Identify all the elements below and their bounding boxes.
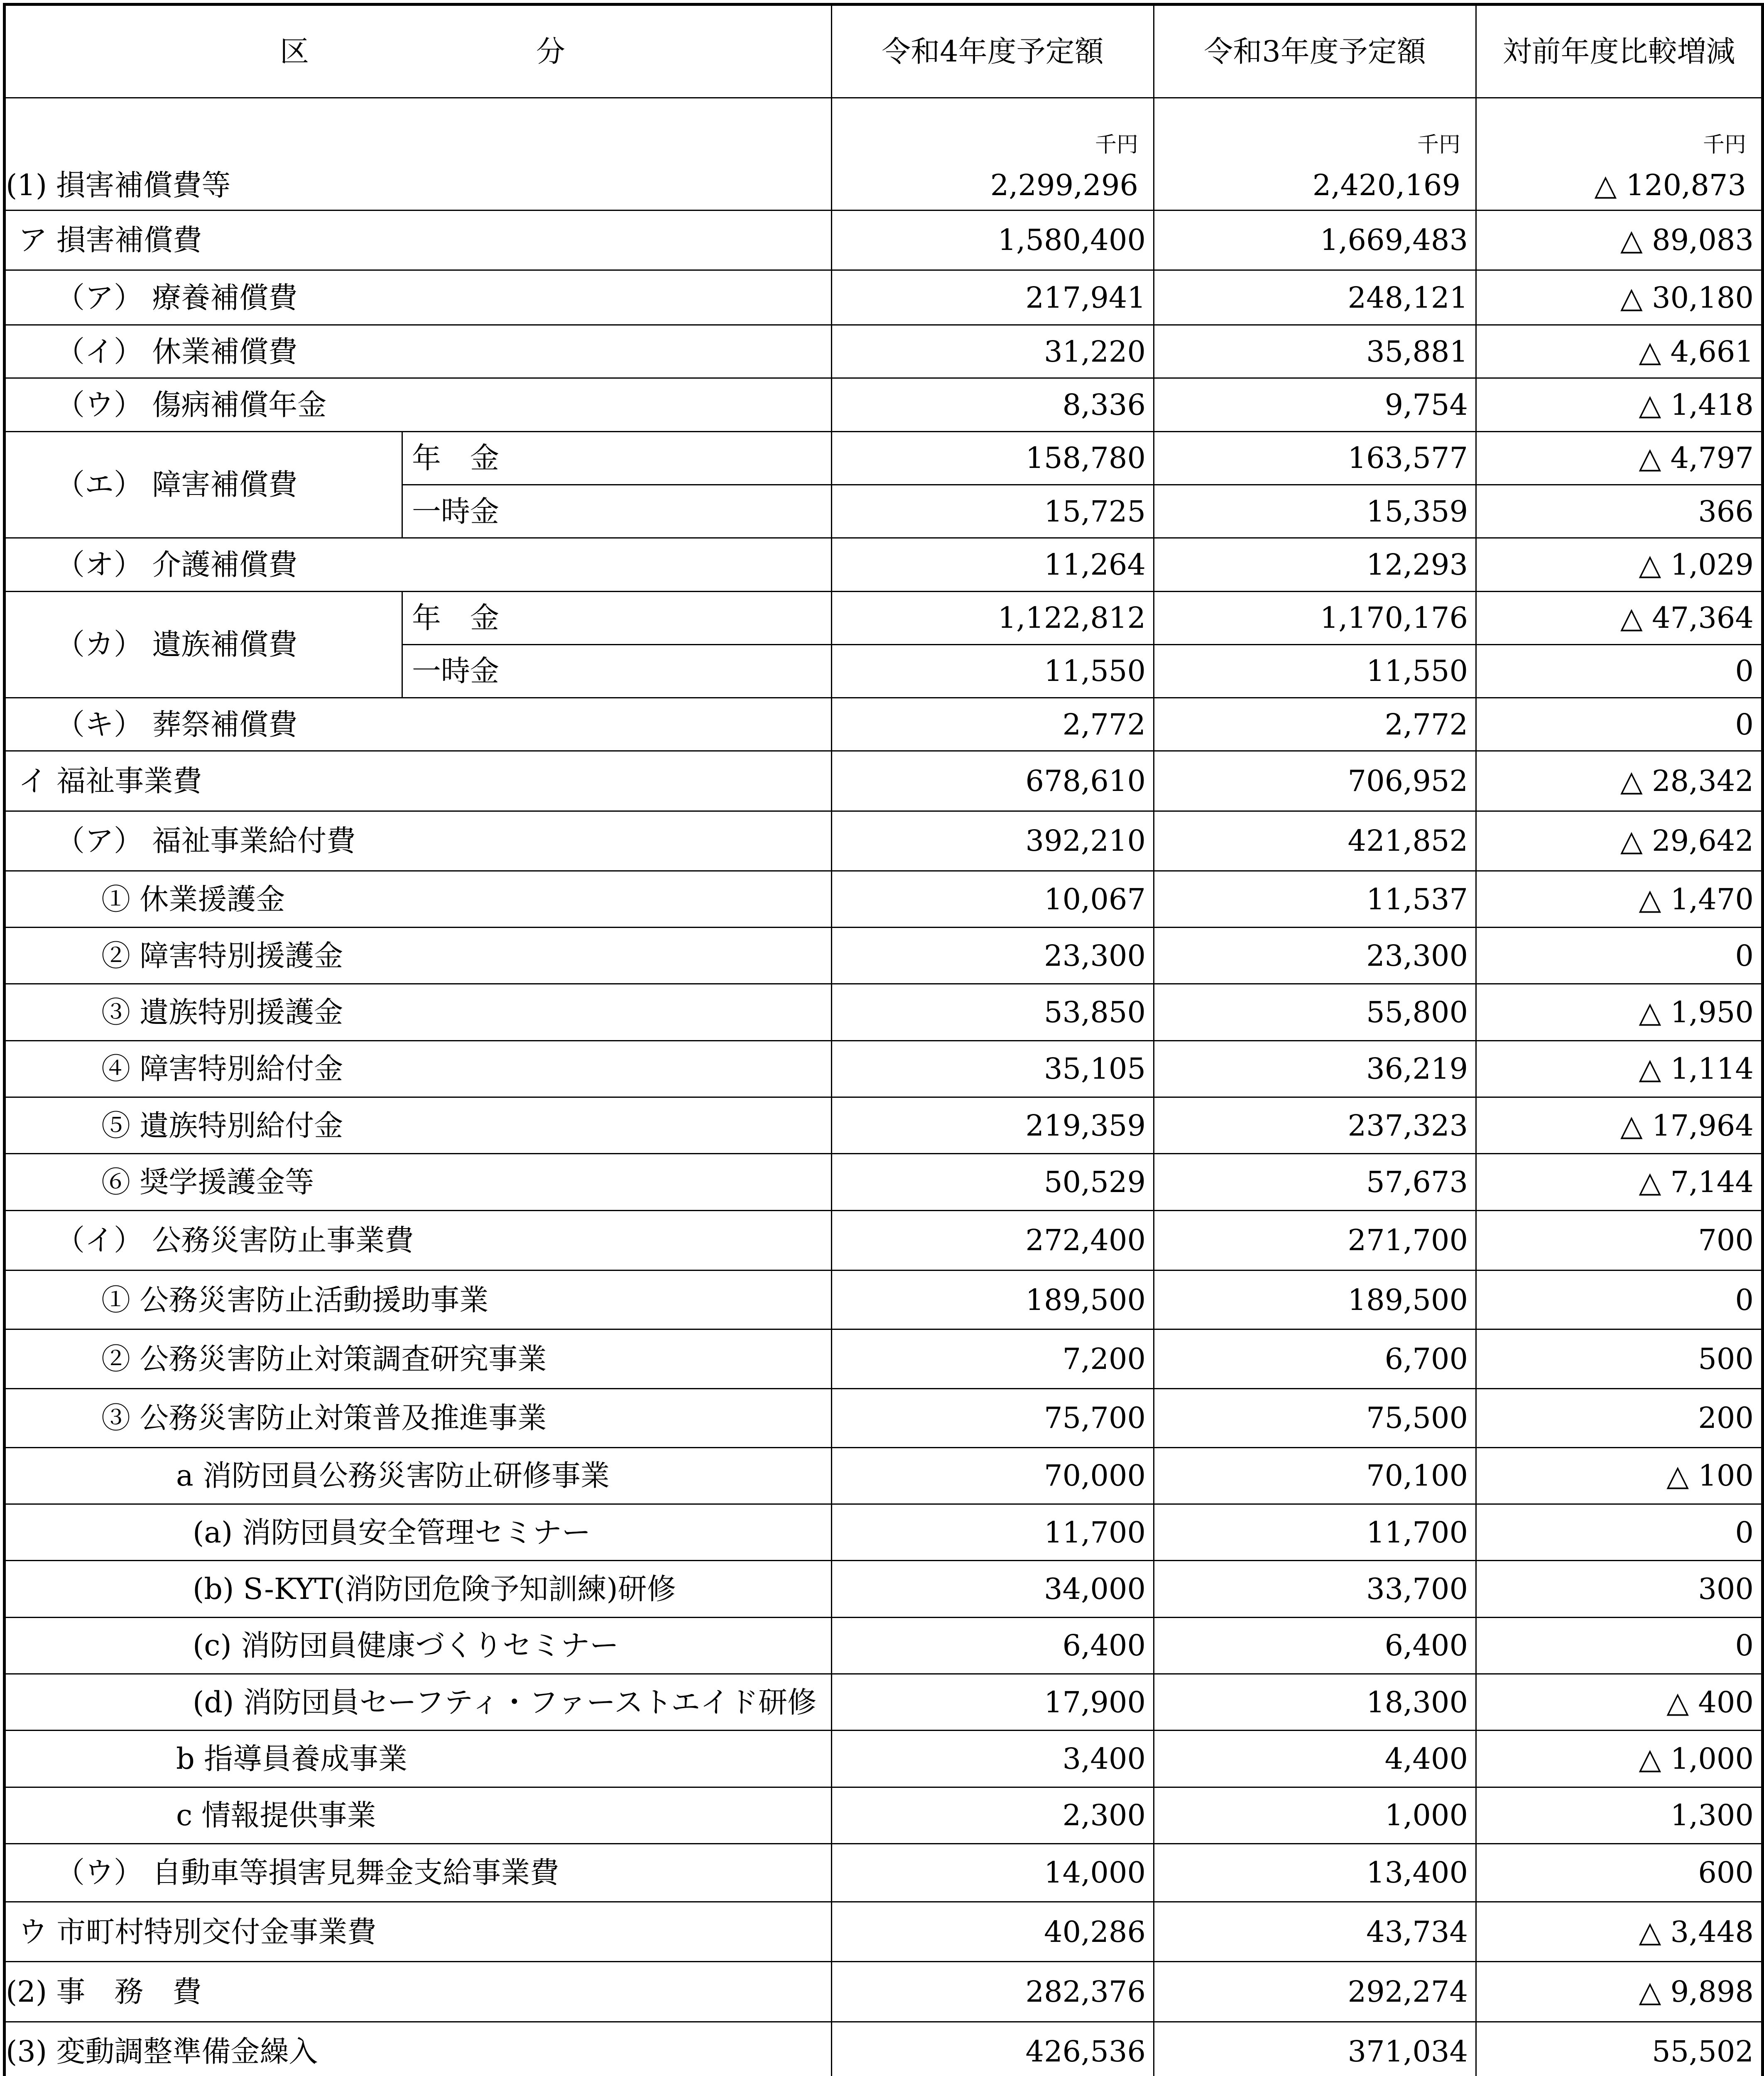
row-label: （エ） 障害補償費 xyxy=(56,468,298,502)
table-row xyxy=(5,1674,1763,1730)
row-diff: △ 1,470 xyxy=(1476,871,1763,927)
row-r3: 1,669,483 xyxy=(1154,210,1476,270)
row-label: （カ） 遺族補償費 xyxy=(56,627,298,662)
row-r4: 53,850 xyxy=(832,984,1154,1040)
header-row xyxy=(5,5,1763,98)
row-r3: 1,000 xyxy=(1154,1787,1476,1843)
row-diff: 0 xyxy=(1476,698,1763,751)
row-diff: △ 9,898 xyxy=(1476,1962,1763,2022)
row-r4: 11,700 xyxy=(832,1504,1154,1561)
unit-label: 千円 xyxy=(1417,132,1460,157)
table-row xyxy=(5,270,1763,325)
table-row xyxy=(5,98,1763,211)
table-row xyxy=(5,1447,1763,1504)
row-r4: 678,610 xyxy=(832,751,1154,811)
row-r3: 13,400 xyxy=(1154,1843,1476,1902)
table-row xyxy=(5,698,1763,751)
row-r4: 35,105 xyxy=(832,1040,1154,1097)
row-r3: 18,300 xyxy=(1154,1674,1476,1730)
row-diff: 500 xyxy=(1476,1329,1763,1388)
row-diff: △ 30,180 xyxy=(1476,270,1763,325)
table-row xyxy=(5,1902,1763,1962)
budget-page xyxy=(3,3,1754,2076)
row-label: （オ） 介護補償費 xyxy=(56,547,298,582)
row-diff: 0 xyxy=(1476,928,1763,984)
row-diff: △ 1,029 xyxy=(1476,538,1763,591)
header-r4: 令和4年度予定額 xyxy=(832,5,1154,98)
row-label: (1) 損害補償費等 xyxy=(6,168,231,202)
table-row xyxy=(5,1617,1763,1674)
row-label: ③ 遺族特別援護金 xyxy=(101,995,343,1030)
row-r3: 189,500 xyxy=(1154,1270,1476,1329)
row-r3: 55,800 xyxy=(1154,984,1476,1040)
row-r3: 271,700 xyxy=(1154,1210,1476,1270)
row-r4: 272,400 xyxy=(832,1210,1154,1270)
row-r4: 2,299,296 xyxy=(990,168,1138,202)
row-r3: 2,420,169 xyxy=(1312,168,1460,202)
table-row xyxy=(5,325,1763,378)
row-r4: 217,941 xyxy=(832,270,1154,325)
row-diff: 0 xyxy=(1476,644,1763,698)
row-r4: 1,580,400 xyxy=(832,210,1154,270)
row-r4: 7,200 xyxy=(832,1329,1154,1388)
row-diff: △ 400 xyxy=(1476,1674,1763,1730)
row-r3: 12,293 xyxy=(1154,538,1476,591)
row-diff: △ 1,114 xyxy=(1476,1040,1763,1097)
row-diff: △ 17,964 xyxy=(1476,1097,1763,1154)
row-r3: 35,881 xyxy=(1154,325,1476,378)
table-row xyxy=(5,1210,1763,1270)
row-label: （イ） 休業補償費 xyxy=(56,334,298,369)
table-row xyxy=(5,984,1763,1040)
table-row xyxy=(5,1843,1763,1902)
row-diff: △ 89,083 xyxy=(1476,210,1763,270)
unit-label: 千円 xyxy=(1703,132,1746,157)
budget-table xyxy=(3,3,1764,2076)
row-r3: 70,100 xyxy=(1154,1447,1476,1504)
row-label: (b) S-KYT(消防団危険予知訓練)研修 xyxy=(193,1572,676,1606)
row-r4: 15,725 xyxy=(832,485,1154,538)
row-label: （イ） 公務災害防止事業費 xyxy=(56,1223,414,1258)
row-label: c 情報提供事業 xyxy=(176,1798,376,1833)
row-r4: 1,122,812 xyxy=(832,591,1154,644)
row-label: ③ 公務災害防止対策普及推進事業 xyxy=(101,1401,547,1435)
row-diff: 300 xyxy=(1476,1561,1763,1617)
table-row xyxy=(5,591,1763,644)
row-r4: 70,000 xyxy=(832,1447,1154,1504)
table-row xyxy=(5,1962,1763,2022)
row-label: (c) 消防団員健康づくりセミナー xyxy=(193,1628,619,1663)
row-diff: △ 1,418 xyxy=(1476,378,1763,431)
table-row xyxy=(5,871,1763,927)
row-r4: 23,300 xyxy=(832,928,1154,984)
row-label: ア 損害補償費 xyxy=(18,223,202,257)
table-row xyxy=(5,1561,1763,1617)
table-row xyxy=(5,1388,1763,1447)
row-r4: 11,264 xyxy=(832,538,1154,591)
row-diff: 0 xyxy=(1476,1504,1763,1561)
row-label: a 消防団員公務災害防止研修事業 xyxy=(176,1459,610,1493)
table-row xyxy=(5,1329,1763,1388)
row-r3: 237,323 xyxy=(1154,1097,1476,1154)
row-diff: 55,502 xyxy=(1476,2022,1763,2076)
row-r4: 2,772 xyxy=(832,698,1154,751)
row-label: イ 福祉事業費 xyxy=(18,764,202,798)
row-label: （キ） 葬祭補償費 xyxy=(56,707,298,742)
header-r3: 令和3年度予定額 xyxy=(1154,5,1476,98)
row-r3: 36,219 xyxy=(1154,1040,1476,1097)
row-r4: 17,900 xyxy=(832,1674,1154,1730)
row-r3: 11,537 xyxy=(1154,871,1476,927)
row-r4: 34,000 xyxy=(832,1561,1154,1617)
table-row xyxy=(5,1270,1763,1329)
row-label: （ア） 福祉事業給付費 xyxy=(56,824,356,858)
row-r3: 706,952 xyxy=(1154,751,1476,811)
row-r3: 1,170,176 xyxy=(1154,591,1476,644)
row-r4: 50,529 xyxy=(832,1154,1154,1210)
row-diff: △ 1,950 xyxy=(1476,984,1763,1040)
row-label: ウ 市町村特別交付金事業費 xyxy=(18,1914,377,1949)
row-diff: △ 7,144 xyxy=(1476,1154,1763,1210)
row-r4: 8,336 xyxy=(832,378,1154,431)
table-row xyxy=(5,2022,1763,2076)
row-r3: 292,274 xyxy=(1154,1962,1476,2022)
row-diff: 0 xyxy=(1476,1617,1763,1674)
row-label: （ウ） 傷病補償年金 xyxy=(56,388,327,422)
row-diff: △ 3,448 xyxy=(1476,1902,1763,1962)
row-r4: 219,359 xyxy=(832,1097,1154,1154)
row-label: (a) 消防団員安全管理セミナー xyxy=(193,1515,591,1550)
table-row xyxy=(5,1731,1763,1787)
row-r4: 158,780 xyxy=(832,431,1154,485)
row-label: ⑤ 遺族特別給付金 xyxy=(101,1108,343,1143)
row-r3: 43,734 xyxy=(1154,1902,1476,1962)
table-row xyxy=(5,210,1763,270)
row-r3: 11,700 xyxy=(1154,1504,1476,1561)
row-label: （ア） 療養補償費 xyxy=(56,280,298,315)
table-row xyxy=(5,928,1763,984)
row-r4: 392,210 xyxy=(832,811,1154,871)
row-r3: 23,300 xyxy=(1154,928,1476,984)
row-r3: 248,121 xyxy=(1154,270,1476,325)
row-r4: 75,700 xyxy=(832,1388,1154,1447)
header-kubun-left: 区 xyxy=(280,34,309,69)
row-r4: 40,286 xyxy=(832,1902,1154,1962)
row-diff: 200 xyxy=(1476,1388,1763,1447)
table-row xyxy=(5,1154,1763,1210)
row-r3: 75,500 xyxy=(1154,1388,1476,1447)
row-r3: 6,700 xyxy=(1154,1329,1476,1388)
row-label: (2) 事 務 費 xyxy=(6,1975,202,2009)
row-r4: 14,000 xyxy=(832,1843,1154,1902)
row-r4: 2,300 xyxy=(832,1787,1154,1843)
unit-label: 千円 xyxy=(1095,132,1138,157)
row-diff: 366 xyxy=(1476,485,1763,538)
row-label: ⑥ 奨学援護金等 xyxy=(101,1165,314,1199)
row-r4: 11,550 xyxy=(832,644,1154,698)
row-r3: 33,700 xyxy=(1154,1561,1476,1617)
row-diff: 1,300 xyxy=(1476,1787,1763,1843)
table-row xyxy=(5,811,1763,871)
row-diff: △ 120,873 xyxy=(1594,168,1746,202)
header-kubun-right: 分 xyxy=(536,34,565,69)
table-row xyxy=(5,751,1763,811)
row-r4: 3,400 xyxy=(832,1731,1154,1787)
row-r4: 31,220 xyxy=(832,325,1154,378)
row-label: ④ 障害特別給付金 xyxy=(101,1052,343,1086)
row-sub: 年 金 xyxy=(402,431,832,485)
row-r3: 15,359 xyxy=(1154,485,1476,538)
row-diff: △ 1,000 xyxy=(1476,1731,1763,1787)
row-label: ① 休業援護金 xyxy=(101,882,285,916)
row-r3: 4,400 xyxy=(1154,1731,1476,1787)
row-r4: 10,067 xyxy=(832,871,1154,927)
row-diff: 700 xyxy=(1476,1210,1763,1270)
table-row xyxy=(5,538,1763,591)
row-sub: 一時金 xyxy=(402,485,832,538)
row-sub: 年 金 xyxy=(402,591,832,644)
row-r3: 57,673 xyxy=(1154,1154,1476,1210)
row-label: (d) 消防団員セーフティ・ファーストエイド研修 xyxy=(193,1685,817,1719)
row-r3: 2,772 xyxy=(1154,698,1476,751)
row-label: ① 公務災害防止活動援助事業 xyxy=(101,1283,489,1317)
row-diff: △ 29,642 xyxy=(1476,811,1763,871)
row-r3: 163,577 xyxy=(1154,431,1476,485)
row-r3: 421,852 xyxy=(1154,811,1476,871)
row-diff: △ 28,342 xyxy=(1476,751,1763,811)
row-label: ② 公務災害防止対策調査研究事業 xyxy=(101,1342,547,1376)
row-diff: △ 100 xyxy=(1476,1447,1763,1504)
row-diff: △ 47,364 xyxy=(1476,591,1763,644)
row-label: ② 障害特別援護金 xyxy=(101,938,343,973)
row-label: （ウ） 自動車等損害見舞金支給事業費 xyxy=(56,1856,559,1890)
row-diff: △ 4,661 xyxy=(1476,325,1763,378)
row-diff: 600 xyxy=(1476,1843,1763,1902)
row-r3: 11,550 xyxy=(1154,644,1476,698)
table-row xyxy=(5,1040,1763,1097)
table-row xyxy=(5,378,1763,431)
row-label: b 指導員養成事業 xyxy=(176,1741,408,1776)
table-row xyxy=(5,431,1763,485)
row-diff: 0 xyxy=(1476,1270,1763,1329)
table-row xyxy=(5,1787,1763,1843)
header-kubun xyxy=(5,5,832,98)
table-row xyxy=(5,1504,1763,1561)
row-r4: 282,376 xyxy=(832,1962,1154,2022)
row-r4: 189,500 xyxy=(832,1270,1154,1329)
row-r3: 371,034 xyxy=(1154,2022,1476,2076)
row-label: (3) 変動調整準備金繰入 xyxy=(6,2034,318,2069)
row-r3: 6,400 xyxy=(1154,1617,1476,1674)
row-r4: 426,536 xyxy=(832,2022,1154,2076)
row-r3: 9,754 xyxy=(1154,378,1476,431)
row-diff: △ 4,797 xyxy=(1476,431,1763,485)
table-row xyxy=(5,1097,1763,1154)
row-r4: 6,400 xyxy=(832,1617,1154,1674)
header-diff: 対前年度比較増減 xyxy=(1476,5,1763,98)
row-sub: 一時金 xyxy=(402,644,832,698)
